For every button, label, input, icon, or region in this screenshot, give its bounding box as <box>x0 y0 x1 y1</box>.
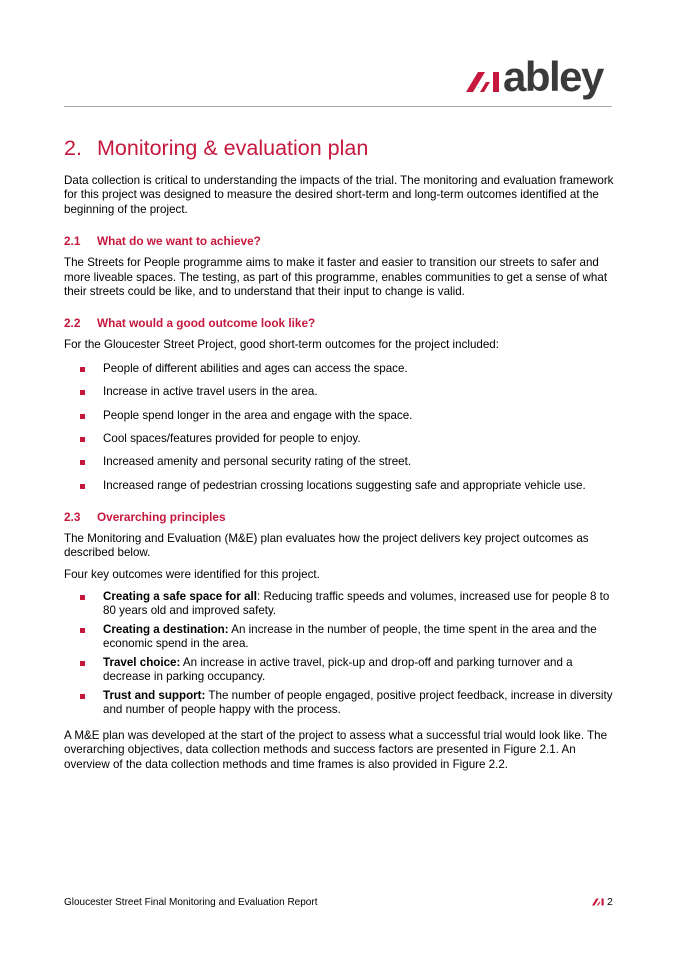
bullet-icon <box>80 414 85 419</box>
abley-mark-icon <box>466 72 500 92</box>
outcome-label: Creating a destination: <box>103 623 229 637</box>
key-outcomes-list <box>64 590 614 717</box>
section-title: Monitoring & evaluation plan <box>97 136 369 160</box>
list-item <box>64 385 614 399</box>
subsection-2-3-p2: Four key outcomes were identified for this project. <box>64 567 320 581</box>
outcome-label: Trust and support: <box>103 689 206 703</box>
subsection-2-3-closing: A M&E plan was developed at the start of the project to assess what a successful trial would look like. The overarching objectives, data collection methods and success factors are presented in Figure 2.1. An overview of the data collection methods and time frames is also provided in Figure 2.2. <box>64 729 608 771</box>
list-item-text: Increased range of pedestrian crossing locations suggesting safe and appropriate vehicle use. <box>103 478 586 492</box>
subsection-heading-2-3 <box>64 510 614 524</box>
bullet-icon <box>80 595 85 600</box>
outcome-text: The number of people engaged, positive project feedback, increase in diversity and number of people happy with the process. <box>103 689 613 717</box>
subsection-number: 2.3 <box>64 509 81 524</box>
bullet-icon <box>80 390 85 395</box>
subsection-2-3-p1: The Monitoring and Evaluation (M&E) plan evaluates how the project delivers key project outcomes as described below. <box>64 531 589 560</box>
outcome-text: An increase in the number of people, the time spent in the area and the economic spend in the area. <box>103 623 597 651</box>
list-item <box>64 432 614 446</box>
subsection-number: 2.1 <box>64 234 81 249</box>
outcomes-list <box>64 362 614 493</box>
outcome-label: Travel choice: <box>103 656 181 670</box>
bullet-icon <box>80 661 85 666</box>
page-content <box>64 134 614 783</box>
list-item <box>64 656 614 684</box>
subsection-heading-2-1 <box>64 234 614 248</box>
subsection-title: Overarching principles <box>97 509 226 524</box>
bullet-icon <box>80 460 85 465</box>
subsection-heading-2-2 <box>64 316 614 330</box>
list-item-text: Increase in active travel users in the area. <box>103 385 318 399</box>
footer-report-title: Gloucester Street Final Monitoring and Evaluation Report <box>64 897 318 908</box>
outcome-text: : Reducing traffic speeds and volumes, increased use for people 8 to 80 years old and improved safety. <box>103 590 610 618</box>
logo-wordmark: abley <box>503 53 603 100</box>
subsection-title: What do we want to achieve? <box>97 234 261 249</box>
section-number: 2. <box>64 136 82 160</box>
list-item-text: People spend longer in the area and engage with the space. <box>103 408 413 422</box>
outcome-text: An increase in active travel, pick-up and drop-off and parking turnover and a decrease in parking occupancy. <box>103 656 573 684</box>
bullet-icon <box>80 484 85 489</box>
list-item <box>64 362 614 376</box>
list-item <box>64 689 614 717</box>
section-intro: Data collection is critical to understanding the impacts of the trial. The monitoring and evaluation framework for this project was designed to measure the desired short-term and long-term outcomes identified at the beginning of the project. <box>64 174 614 216</box>
footer-page <box>592 896 613 908</box>
subsection-2-1-body: The Streets for People programme aims to make it faster and easier to transition our streets to safer and more liveable spaces. The testing, as part of this programme, enables communities to get a sense of what their streets could be like, and to understand that their input to change is valid. <box>64 256 608 299</box>
abley-logo <box>466 53 603 100</box>
header-divider <box>64 106 612 107</box>
list-item-text: People of different abilities and ages can access the space. <box>103 361 408 375</box>
subsection-number: 2.2 <box>64 316 81 331</box>
list-item <box>64 623 614 651</box>
bullet-icon <box>80 437 85 442</box>
bullet-icon <box>80 694 85 699</box>
section-heading <box>64 134 614 162</box>
subsection-2-2-intro: For the Gloucester Street Project, good short-term outcomes for the project included: <box>64 338 499 352</box>
bullet-icon <box>80 367 85 372</box>
list-item <box>64 590 614 618</box>
list-item-text: Increased amenity and personal security rating of the street. <box>103 455 412 469</box>
page-number: 2 <box>607 896 613 908</box>
list-item <box>64 479 614 493</box>
list-item-text: Cool spaces/features provided for people to enjoy. <box>103 432 361 446</box>
subsection-title: What would a good outcome look like? <box>97 316 316 331</box>
bullet-icon <box>80 628 85 633</box>
outcome-label: Creating a safe space for all <box>103 590 258 604</box>
list-item <box>64 455 614 469</box>
abley-mark-icon <box>592 898 607 906</box>
list-item <box>64 409 614 423</box>
